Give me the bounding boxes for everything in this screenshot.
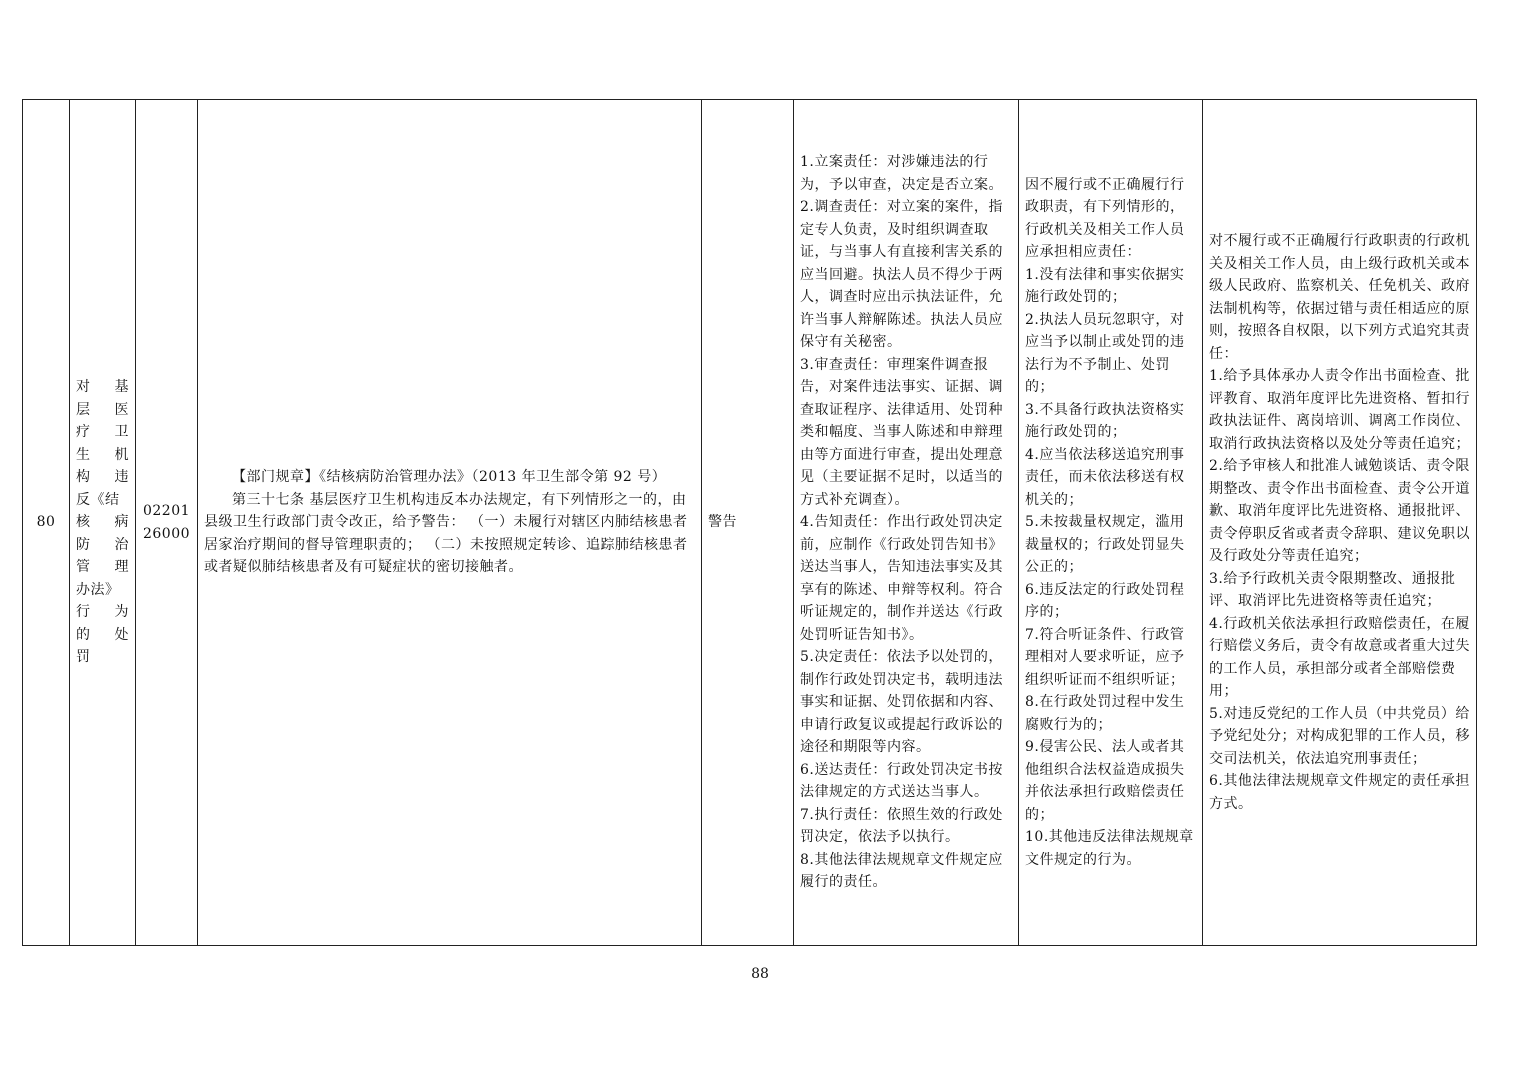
item-name-char: 构 bbox=[76, 469, 91, 486]
item-name-line bbox=[76, 421, 129, 444]
item-name-char: 为 bbox=[114, 604, 129, 621]
item-name-line bbox=[76, 601, 129, 624]
circumstances-cell bbox=[1019, 100, 1203, 946]
legal-basis-cell bbox=[198, 100, 702, 946]
table-row bbox=[23, 100, 1477, 946]
legal-basis bbox=[204, 466, 695, 579]
item-name-char: 基 bbox=[114, 379, 129, 396]
duty-item: 1.立案责任：对涉嫌违法的行为，予以审查，决定是否立案。 bbox=[800, 154, 1003, 193]
item-code-line: 26000 bbox=[142, 525, 191, 542]
duty-item: 7.执行责任：依照生效的行政处罚决定，依法予以执行。 bbox=[800, 806, 1003, 846]
legal-basis-paragraph: 【部门规章】《结核病防治管理办法》（2013 年卫生部令第 92 号） bbox=[232, 469, 667, 486]
item-name-char: 生 bbox=[76, 446, 91, 463]
item-name-char: 行 bbox=[76, 604, 91, 621]
duties-cell bbox=[794, 100, 1019, 946]
item-name-line bbox=[76, 511, 129, 534]
circumstance-item: 10.其他违反法律法规规章文件规定的行为。 bbox=[1025, 829, 1194, 868]
duty-item: 5.决定责任：依法予以处罚的，制作行政处罚决定书，载明违法事实和证据、处罚依据和内容、申请行政复议或提起行政诉讼的途径和期限等内容。 bbox=[800, 649, 1003, 756]
row-number: 80 bbox=[23, 100, 70, 946]
item-name-char: 对 bbox=[76, 379, 91, 396]
item-name-line bbox=[76, 376, 129, 399]
item-name-char: 办法》 bbox=[76, 581, 120, 598]
duties-list bbox=[800, 151, 1012, 894]
item-name-char: 治 bbox=[114, 536, 129, 553]
item-name-line bbox=[76, 556, 129, 579]
accountability-item: 3.给予行政机关责令限期整改、通报批评、取消评比先进资格等责任追究； bbox=[1209, 570, 1456, 609]
item-name-char: 疗 bbox=[76, 424, 91, 441]
item-name-char: 违 bbox=[114, 469, 129, 486]
item-code-cell bbox=[136, 100, 198, 946]
circumstance-item: 6.违反法定的行政处罚程序的； bbox=[1025, 581, 1185, 621]
item-name-char: 卫 bbox=[114, 424, 129, 441]
item-name bbox=[76, 376, 129, 669]
item-name-line bbox=[76, 466, 129, 489]
accountability-cell bbox=[1203, 100, 1477, 946]
item-name-line bbox=[76, 399, 129, 422]
accountability-list bbox=[1209, 230, 1470, 815]
responsibility-table bbox=[22, 99, 1477, 946]
item-name-line bbox=[76, 624, 129, 647]
item-name-char: 管 bbox=[76, 559, 91, 576]
item-code-line: 02201 bbox=[142, 503, 191, 519]
item-name-char: 理 bbox=[114, 559, 129, 576]
circumstance-item: 1.没有法律和事实依据实施行政处罚的； bbox=[1025, 266, 1185, 306]
accountability-item: 6.其他法律法规规章文件规定的责任承担方式。 bbox=[1209, 773, 1470, 812]
item-name-line bbox=[76, 489, 129, 512]
item-name-char: 罚 bbox=[76, 649, 91, 666]
circumstances-list bbox=[1025, 174, 1196, 872]
item-name-char: 防 bbox=[76, 536, 91, 553]
item-name-line bbox=[76, 444, 129, 467]
circumstance-item: 5.未按裁量权规定，滥用裁量权的；行政处罚显失公正的； bbox=[1025, 514, 1185, 576]
penalty-type: 警告 bbox=[702, 100, 794, 946]
circumstance-item: 3.不具备行政执法资格实施行政处罚的； bbox=[1025, 401, 1185, 441]
accountability-item: 1.给予具体承办人责令作出书面检查、批评教育、取消年度评比先进资格、暂扣行政执法证件、离岗培训、调离工作岗位、取消行政执法资格以及处分等责任追究； bbox=[1209, 368, 1470, 452]
legal-basis-paragraph: 第三十七条 基层医疗卫生机构违反本办法规定，有下列情形之一的，由县级卫生行政部门责令改正，给予警告： （一）未履行对辖区内肺结核患者居家治疗期间的督导管理职责的； （二）未按照规定转诊、追踪肺结核患者或者疑似肺结核患者及有可疑症状的密切接触者。 bbox=[204, 491, 688, 576]
item-name-char: 处 bbox=[114, 626, 129, 643]
duty-item: 3.审查责任：审理案件调查报告，对案件违法事实、证据、调查取证程序、法律适用、处罚种类和幅度、当事人陈述和申辩理由等方面进行审查，提出处理意见（主要证据不足时，以适当的方式补充调查）。 bbox=[800, 356, 1003, 508]
item-name-line bbox=[76, 579, 129, 602]
circumstance-item: 因不履行或不正确履行行政职责，有下列情形的，行政机关及相关工作人员应承担相应责任： bbox=[1025, 176, 1185, 261]
item-name-char: 层 bbox=[76, 401, 91, 418]
item-code bbox=[142, 500, 191, 545]
duty-item: 6.送达责任：行政处罚决定书按法律规定的方式送达当事人。 bbox=[800, 761, 1003, 801]
item-name-line bbox=[76, 534, 129, 557]
page-number: 88 bbox=[751, 966, 769, 982]
item-name-char: 机 bbox=[114, 446, 129, 463]
circumstance-item: 8.在行政处罚过程中发生腐败行为的； bbox=[1025, 694, 1185, 733]
item-name-char: 核 bbox=[76, 514, 91, 531]
circumstance-item: 2.执法人员玩忽职守，对应当予以制止或处罚的违法行为不予制止、处罚的； bbox=[1025, 311, 1185, 396]
item-name-char: 的 bbox=[76, 626, 91, 643]
circumstance-item: 4.应当依法移送追究刑事责任，而未依法移送有权机关的； bbox=[1025, 446, 1185, 508]
accountability-item: 对不履行或不正确履行行政职责的行政机关及相关工作人员，由上级行政机关或本级人民政府、监察机关、任免机关、政府法制机构等，依据过错与责任相适应的原则，按照各自权限，以下列方式追究其责任： bbox=[1209, 233, 1470, 362]
accountability-item: 5.对违反党纪的工作人员（中共党员）给予党纪处分；对构成犯罪的工作人员，移交司法机关，依法追究刑事责任； bbox=[1209, 705, 1470, 767]
item-name-line bbox=[76, 646, 129, 669]
item-name-char: 病 bbox=[114, 514, 129, 531]
item-name-cell bbox=[70, 100, 136, 946]
item-name-char: 医 bbox=[114, 401, 129, 418]
circumstance-item: 7.符合听证条件、行政管理相对人要求听证，应予组织听证而不组织听证； bbox=[1025, 626, 1185, 688]
item-name-char: 反《结 bbox=[76, 491, 120, 508]
accountability-item: 2.给予审核人和批准人诫勉谈话、责令限期整改、责令作出书面检查、责令公开道歉、取消年度评比先进资格、通报批评、责令停职反省或者责令辞职、建议免职以及行政处分等责任追究； bbox=[1209, 458, 1470, 564]
duty-item: 8.其他法律法规规章文件规定应履行的责任。 bbox=[800, 851, 1003, 891]
accountability-item: 4.行政机关依法承担行政赔偿责任，在履行赔偿义务后，责令有故意或者重大过失的工作人员，承担部分或者全部赔偿费用； bbox=[1209, 615, 1470, 699]
duty-item: 2.调查责任：对立案的案件，指定专人负责，及时组织调查取证，与当事人有直接利害关系的应当回避。执法人员不得少于两人，调查时应出示执法证件，允许当事人辩解陈述。执法人员应保守有关秘密。 bbox=[800, 199, 1003, 351]
circumstance-item: 9.侵害公民、法人或者其他组织合法权益造成损失并依法承担行政赔偿责任的； bbox=[1025, 739, 1185, 823]
duty-item: 4.告知责任：作出行政处罚决定前，应制作《行政处罚告知书》送达当事人，告知违法事实及其享有的陈述、申辩等权利。符合听证规定的，制作并送达《行政处罚听证告知书》。 bbox=[800, 514, 1003, 643]
